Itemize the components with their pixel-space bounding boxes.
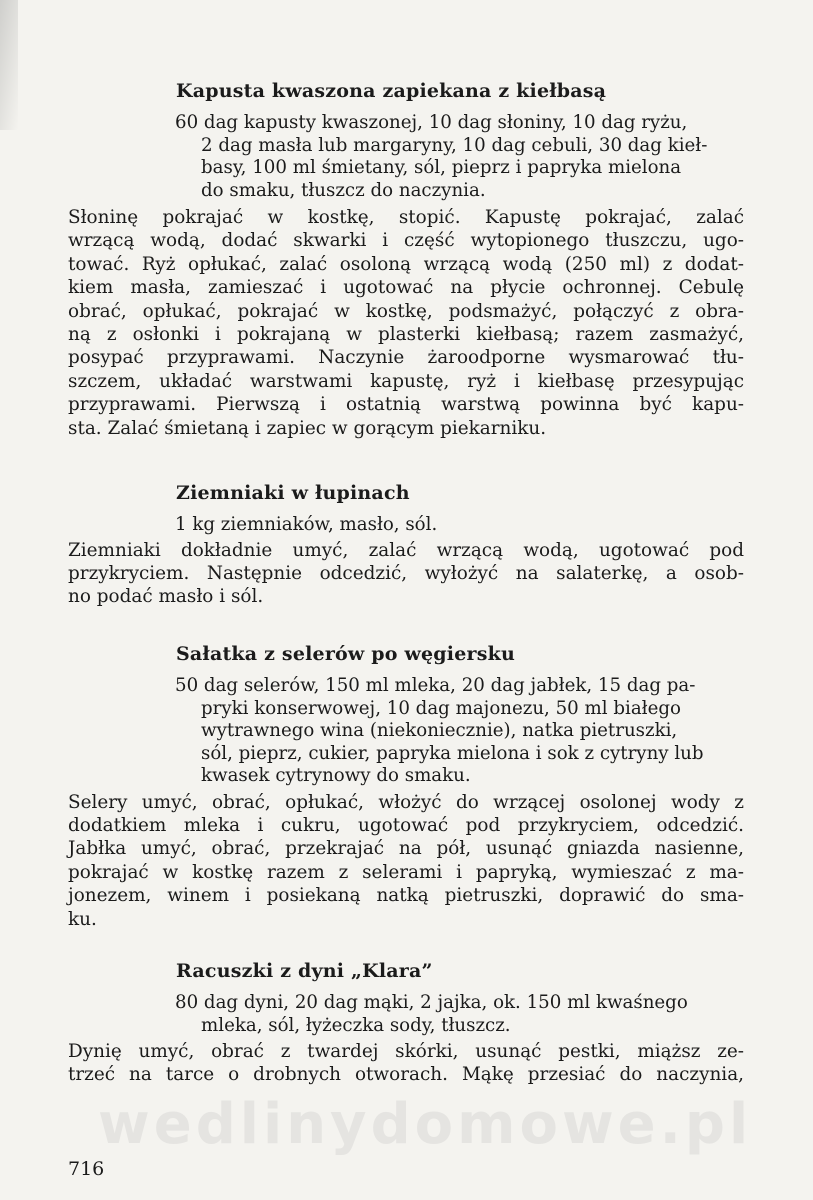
instruction-line: dodatkiem mleka i cukru, ugotować pod przykryciem, odcedzić.	[68, 814, 744, 836]
instruction-line: Słoninę pokrajać w kostkę, stopić. Kapustę pokrajać, zalać	[68, 207, 744, 228]
ingredient-line: 2 dag masła lub margaryny, 10 dag cebuli, 30 dag kieł-	[201, 134, 708, 156]
page-number: 716	[68, 1158, 105, 1180]
ingredient-line: 80 dag dyni, 20 dag mąki, 2 jajka, ok. 150 ml kwaśnego	[175, 992, 688, 1013]
ingredients	[175, 992, 744, 1037]
ingredient-line: pryki konserwowej, 10 dag majonezu, 50 ml białego	[201, 697, 681, 719]
ingredient-line: kwasek cytrynowy do smaku.	[201, 765, 471, 786]
ingredient-line: wytrawnego wina (niekoniecznie), natka pietruszki,	[201, 720, 678, 741]
ingredient-line: 1 kg ziemniaków, masło, sól.	[175, 514, 438, 535]
instruction-line: Dynię umyć, obrać z twardej skórki, usunąć pestki, miąższ ze-	[68, 1041, 744, 1062]
instruction-line: przykryciem. Następnie odcedzić, wyłożyć na salaterkę, a osob-	[68, 562, 744, 584]
recipe-ziemniaki	[68, 480, 744, 609]
instructions	[68, 539, 744, 609]
instruction-line: Jabłka umyć, obrać, przekrajać na pół, usunąć gniazda nasienne,	[68, 838, 744, 860]
instruction-line: Ziemniaki dokładnie umyć, zalać wrzącą wodą, ugotować pod	[68, 539, 744, 561]
scan-shadow	[0, 0, 18, 130]
instructions	[68, 791, 744, 931]
ingredients	[175, 675, 744, 788]
instruction-line: kiem masła, zamieszać i ugotować na płycie ochronnej. Cebulę	[68, 277, 744, 299]
watermark: wedlinydomowe.pl	[98, 1092, 753, 1157]
instruction-line: Selery umyć, obrać, opłukać, włożyć do wrzącej osolonej wody z	[68, 791, 744, 813]
recipe-title: Sałatka z selerów po węgiersku	[176, 643, 515, 665]
instruction-line: obrać, opłukać, pokrajać w kostkę, podsmażyć, połączyć z obra-	[68, 300, 744, 322]
instruction-line: ku.	[68, 908, 97, 930]
ingredient-line: mleka, sól, łyżeczka sody, tłuszcz.	[201, 1014, 511, 1036]
recipe-title: Racuszki z dyni „Klara”	[176, 960, 433, 982]
instruction-line: tować. Ryż opłukać, zalać osoloną wrzącą wodą (250 ml) z dodat-	[68, 253, 744, 275]
ingredient-line: do smaku, tłuszcz do naczynia.	[201, 179, 486, 201]
instruction-line: przyprawami. Pierwszą i ostatnią warstwą powinna być kapu-	[68, 394, 744, 416]
ingredients	[175, 514, 744, 537]
ingredient-line: basy, 100 ml śmietany, sól, pieprz i papryka mielona	[201, 157, 682, 178]
instruction-line: szczem, układać warstwami kapustę, ryż i kiełbasę przesypując	[68, 370, 744, 392]
recipe-title: Kapusta kwaszona zapiekana z kiełbasą	[176, 80, 607, 102]
instruction-line: pokrajać w kostkę razem z selerami i papryką, wymieszać z ma-	[68, 861, 744, 883]
instruction-line: no podać masło i sól.	[68, 586, 264, 608]
instructions	[68, 1040, 744, 1087]
ingredient-line: sól, pieprz, cukier, papryka mielona i sok z cytryny lub	[201, 742, 704, 764]
instruction-line: trzeć na tarce o drobnych otworach. Mąkę przesiać do naczynia,	[68, 1064, 744, 1086]
recipe-racuszki	[68, 958, 744, 1087]
instructions	[68, 206, 744, 440]
recipe-title: Ziemniaki w łupinach	[176, 482, 410, 504]
recipe-kapusta	[68, 78, 744, 440]
instruction-line: jonezem, winem i posiekaną natką pietruszki, doprawić do sma-	[68, 885, 744, 907]
instruction-line: wrzącą wodą, dodać skwarki i część wytopionego tłuszczu, ugo-	[68, 230, 744, 252]
instruction-line: posypać przyprawami. Naczynie żaroodporne wysmarować tłu-	[68, 347, 744, 369]
ingredient-line: 50 dag selerów, 150 ml mleka, 20 dag jabłek, 15 dag pa-	[175, 675, 696, 696]
ingredient-line: 60 dag kapusty kwaszonej, 10 dag słoniny, 10 dag ryżu,	[175, 112, 688, 133]
recipe-salatka	[68, 641, 744, 931]
instruction-line: ną z osłonki i pokrajaną w plasterki kiełbasą; razem zasmażyć,	[68, 324, 744, 346]
ingredients	[175, 112, 744, 202]
instruction-line: sta. Zalać śmietaną i zapiec w gorącym piekarniku.	[68, 417, 547, 439]
